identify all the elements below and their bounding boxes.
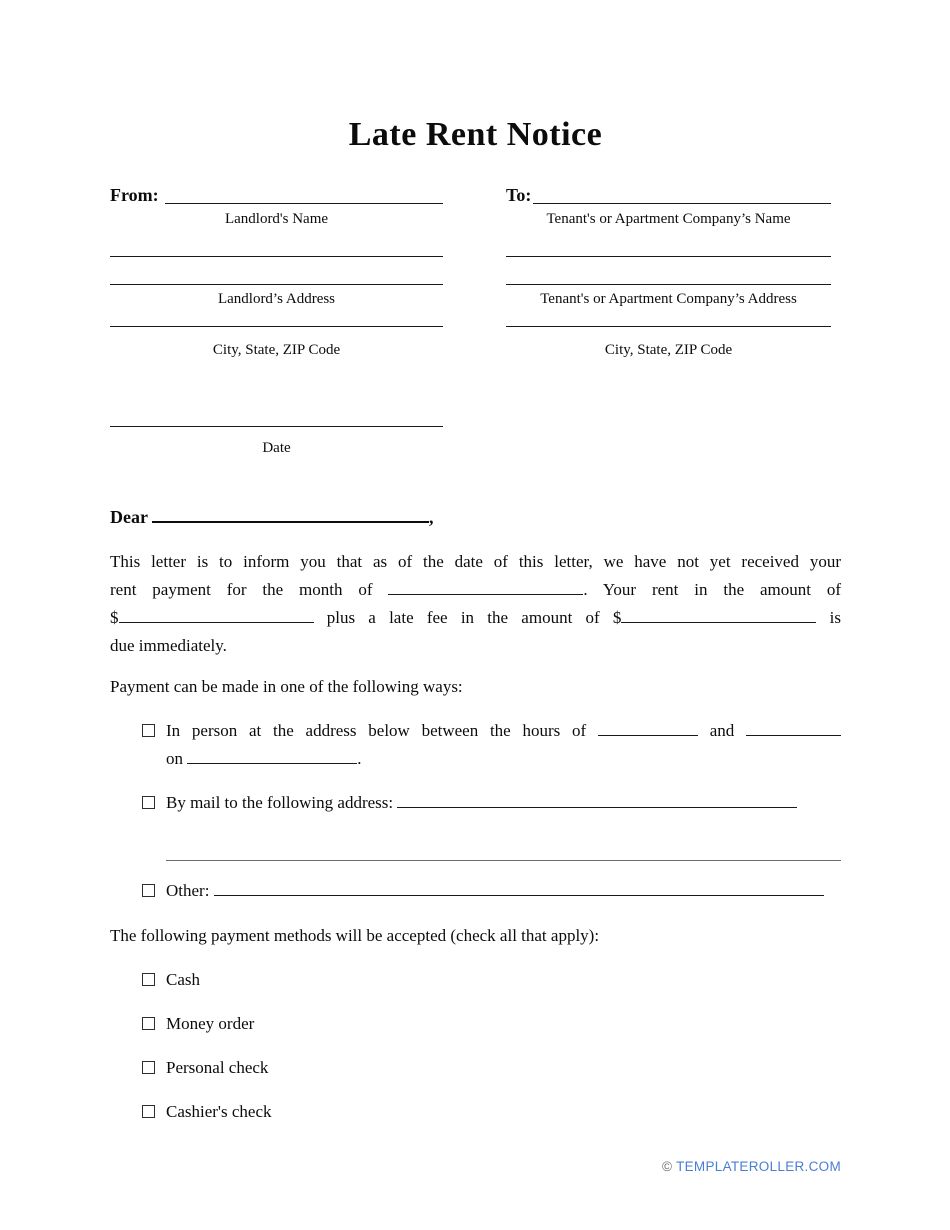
cash-label: Cash (166, 970, 200, 989)
personal-check-label: Personal check (166, 1058, 269, 1077)
by-mail-text: By mail to the following address: (166, 793, 394, 812)
templateroller-link[interactable]: TEMPLATEROLLER.COM (676, 1159, 841, 1174)
salutation-name-field[interactable] (152, 508, 429, 523)
paragraph-text-6: due immediately. (110, 636, 227, 655)
tenant-address-field-line2[interactable] (506, 257, 831, 285)
days-field[interactable] (187, 750, 357, 764)
parties-section (110, 186, 841, 458)
in-person-checkbox[interactable] (142, 724, 155, 737)
payment-method-cash (110, 966, 841, 994)
landlord-name-caption: Landlord's Name (224, 211, 329, 227)
to-label: To: (506, 185, 532, 205)
other-text: Other: (166, 881, 210, 900)
paragraph-text-5: is (829, 608, 841, 627)
copyright-symbol: © (662, 1159, 673, 1174)
by-mail-checkbox[interactable] (142, 796, 155, 809)
hours-from-field[interactable] (598, 722, 698, 736)
paragraph-line-3 (110, 604, 841, 632)
other-field[interactable] (214, 882, 824, 896)
footer (110, 1158, 841, 1176)
tenant-address-caption: Tenant's or Apartment Company’s Address (540, 291, 797, 307)
landlord-city-caption: City, State, ZIP Code (212, 342, 341, 358)
late-fee-amount-field[interactable] (621, 609, 816, 623)
tenant-name-field[interactable] (533, 186, 831, 204)
payment-method-money-order (110, 1010, 841, 1038)
tenant-address-field-line1[interactable] (506, 229, 831, 257)
in-person-line-2 (166, 745, 841, 773)
landlord-city-field[interactable] (110, 309, 443, 327)
tenant-name-caption: Tenant's or Apartment Company’s Name (546, 211, 791, 227)
rent-amount-field[interactable] (119, 609, 314, 623)
tenant-city-caption: City, State, ZIP Code (604, 342, 733, 358)
date-caption: Date (262, 440, 291, 456)
paragraph-text-4: plus a late fee in the amount of $ (326, 608, 622, 627)
from-row (110, 186, 443, 204)
to-row (506, 186, 831, 204)
month-field[interactable] (388, 581, 583, 595)
hours-to-field[interactable] (746, 722, 841, 736)
in-person-text: In person at the address below between the hours of (166, 721, 587, 740)
from-column (110, 186, 443, 458)
paragraph-line-2 (110, 576, 841, 604)
landlord-address-field-line1[interactable] (110, 229, 443, 257)
payment-method-personal-check (110, 1054, 841, 1082)
payment-way-other (110, 877, 841, 905)
payment-methods-intro: The following payment methods will be accepted (check all that apply): (110, 926, 600, 945)
landlord-address-field-line2[interactable] (110, 257, 443, 285)
paragraph-text-3: . Your rent in the amount of (583, 580, 842, 599)
payment-way-by-mail (110, 789, 841, 817)
document-content (110, 0, 841, 1176)
paragraph-text-2: rent payment for the month of (110, 580, 373, 599)
cashiers-check-checkbox[interactable] (142, 1105, 155, 1118)
paragraph-text-1: This letter is to inform you that as of the date of this letter, we have not yet received your (110, 552, 841, 571)
in-person-and-text: and (709, 721, 735, 740)
money-order-checkbox[interactable] (142, 1017, 155, 1030)
in-person-line-1 (166, 717, 841, 745)
paragraph-line-1 (110, 548, 841, 576)
body-paragraph (110, 548, 841, 660)
date-field[interactable] (110, 360, 443, 427)
payment-ways-intro: Payment can be made in one of the following ways: (110, 677, 463, 696)
landlord-name-field[interactable] (165, 186, 443, 204)
salutation-comma: , (428, 507, 434, 527)
in-person-period: . (357, 749, 362, 768)
other-checkbox[interactable] (142, 884, 155, 897)
document-title: Late Rent Notice (348, 116, 603, 153)
to-column (506, 186, 831, 458)
payment-method-cashiers-check (110, 1098, 841, 1126)
payment-way-in-person (110, 717, 841, 773)
mail-address-field[interactable] (397, 794, 797, 808)
money-order-label: Money order (166, 1014, 255, 1033)
in-person-on-text: on (166, 749, 183, 768)
cash-checkbox[interactable] (142, 973, 155, 986)
mail-address-continuation-field[interactable] (166, 817, 841, 861)
dear-label: Dear (110, 507, 148, 527)
landlord-address-caption: Landlord’s Address (217, 291, 336, 307)
from-label: From: (110, 185, 159, 205)
dollar-sign-1: $ (110, 608, 119, 627)
salutation-line (110, 505, 841, 529)
tenant-city-field[interactable] (506, 309, 831, 327)
cashiers-check-label: Cashier's check (166, 1102, 272, 1121)
paragraph-line-4 (110, 632, 841, 660)
personal-check-checkbox[interactable] (142, 1061, 155, 1074)
